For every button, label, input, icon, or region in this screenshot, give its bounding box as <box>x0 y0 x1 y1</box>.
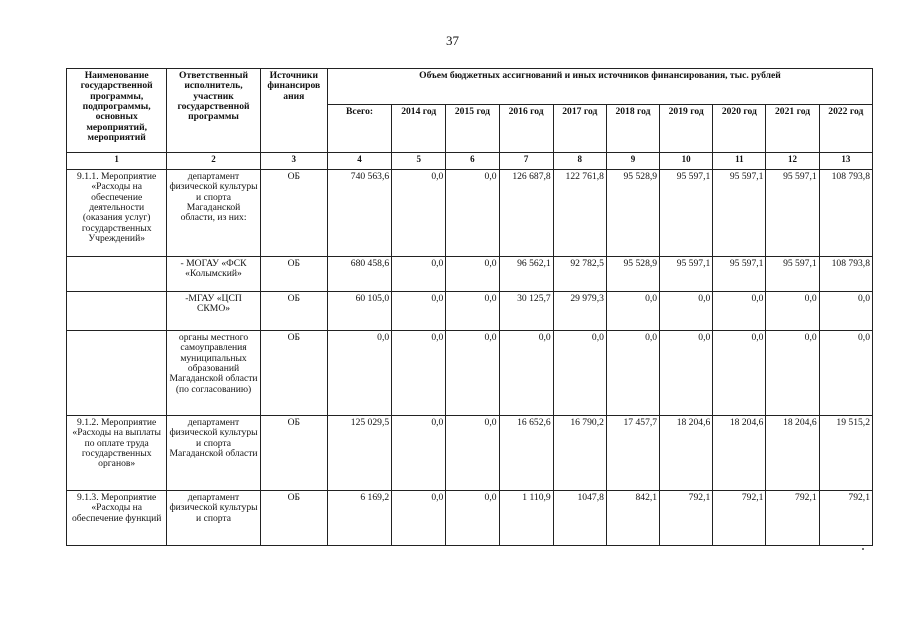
activity-name <box>67 257 167 292</box>
funding-source: ОБ <box>260 170 327 257</box>
executor: департамент физической культуры и спорта Магаданской области <box>167 416 260 491</box>
column-number: 13 <box>819 153 872 170</box>
column-number: 3 <box>260 153 327 170</box>
header-year: 2015 год <box>446 105 499 153</box>
scan-speck <box>862 548 864 550</box>
table-row <box>67 292 873 331</box>
value-2018: 0,0 <box>606 331 659 416</box>
value-2016: 96 562,1 <box>499 257 553 292</box>
value-2020: 95 597,1 <box>713 257 766 292</box>
activity-name <box>67 292 167 331</box>
value-2016: 1 110,9 <box>499 491 553 546</box>
column-number: 4 <box>327 153 391 170</box>
value-2019: 0,0 <box>660 292 713 331</box>
value-2017: 1047,8 <box>553 491 606 546</box>
header-volume: Объем бюджетных ассигнований и иных источников финансирования, тыс. рублей <box>327 69 872 105</box>
value-2016: 30 125,7 <box>499 292 553 331</box>
value-2020: 0,0 <box>713 292 766 331</box>
header-source: Источники финансиров ания <box>260 69 327 153</box>
value-2018: 0,0 <box>606 292 659 331</box>
activity-name <box>67 331 167 416</box>
header-year: 2020 год <box>713 105 766 153</box>
column-number: 11 <box>713 153 766 170</box>
value-2014: 0,0 <box>392 416 446 491</box>
value-total: 60 105,0 <box>327 292 391 331</box>
value-2016: 0,0 <box>499 331 553 416</box>
value-2021: 0,0 <box>766 292 819 331</box>
value-2022: 792,1 <box>819 491 872 546</box>
value-2015: 0,0 <box>446 331 499 416</box>
column-number: 7 <box>499 153 553 170</box>
value-2021: 18 204,6 <box>766 416 819 491</box>
funding-source: ОБ <box>260 331 327 416</box>
value-2022: 0,0 <box>819 331 872 416</box>
value-2022: 0,0 <box>819 292 872 331</box>
table-row <box>67 170 873 257</box>
value-2015: 0,0 <box>446 257 499 292</box>
value-2021: 95 597,1 <box>766 257 819 292</box>
column-number: 5 <box>392 153 446 170</box>
value-2019: 792,1 <box>660 491 713 546</box>
column-number: 8 <box>553 153 606 170</box>
table-row <box>67 331 873 416</box>
value-2020: 0,0 <box>713 331 766 416</box>
value-2016: 126 687,8 <box>499 170 553 257</box>
value-2020: 18 204,6 <box>713 416 766 491</box>
column-number: 9 <box>606 153 659 170</box>
executor: органы местного самоуправления муниципальных образований Магаданской области (по согласованию) <box>167 331 260 416</box>
column-number: 2 <box>167 153 260 170</box>
header-year: 2017 год <box>553 105 606 153</box>
funding-source: ОБ <box>260 491 327 546</box>
value-2019: 0,0 <box>660 331 713 416</box>
activity-name: 9.1.1. Мероприятие «Расходы на обеспечение деятельности (оказания услуг) государственных Учреждений» <box>67 170 167 257</box>
table-row <box>67 491 873 546</box>
value-total: 125 029,5 <box>327 416 391 491</box>
header-total: Всего: <box>327 105 391 153</box>
value-2015: 0,0 <box>446 170 499 257</box>
header-year: 2018 год <box>606 105 659 153</box>
value-2019: 95 597,1 <box>660 170 713 257</box>
table-row <box>67 416 873 491</box>
funding-source: ОБ <box>260 257 327 292</box>
header-name: Наименование государственной программы, подпрограммы, основных мероприятий, мероприятий <box>67 69 167 153</box>
header-year: 2019 год <box>660 105 713 153</box>
value-2014: 0,0 <box>392 170 446 257</box>
header-year: 2022 год <box>819 105 872 153</box>
header-year: 2016 год <box>499 105 553 153</box>
value-2015: 0,0 <box>446 416 499 491</box>
value-total: 740 563,6 <box>327 170 391 257</box>
value-total: 0,0 <box>327 331 391 416</box>
header-executor: Ответственный исполнитель, участник государственной программы <box>167 69 260 153</box>
funding-source: ОБ <box>260 416 327 491</box>
funding-source: ОБ <box>260 292 327 331</box>
header-year: 2014 год <box>392 105 446 153</box>
value-2014: 0,0 <box>392 292 446 331</box>
value-2018: 95 528,9 <box>606 257 659 292</box>
value-2017: 92 782,5 <box>553 257 606 292</box>
value-2022: 108 793,8 <box>819 170 872 257</box>
value-2020: 95 597,1 <box>713 170 766 257</box>
value-total: 680 458,6 <box>327 257 391 292</box>
value-2018: 95 528,9 <box>606 170 659 257</box>
value-2017: 0,0 <box>553 331 606 416</box>
value-2016: 16 652,6 <box>499 416 553 491</box>
executor: - МОГАУ «ФСК «Колымский» <box>167 257 260 292</box>
value-2022: 108 793,8 <box>819 257 872 292</box>
header-year: 2021 год <box>766 105 819 153</box>
value-2021: 95 597,1 <box>766 170 819 257</box>
column-number-row <box>67 153 873 170</box>
value-2021: 792,1 <box>766 491 819 546</box>
value-2022: 19 515,2 <box>819 416 872 491</box>
page-number: 37 <box>446 33 459 48</box>
activity-name: 9.1.3. Мероприятие «Расходы на обеспечение функций <box>67 491 167 546</box>
value-2014: 0,0 <box>392 491 446 546</box>
value-2017: 122 761,8 <box>553 170 606 257</box>
executor: департамент физической культуры и спорта Магаданской области, из них: <box>167 170 260 257</box>
value-2017: 16 790,2 <box>553 416 606 491</box>
table-row <box>67 257 873 292</box>
executor: департамент физической культуры и спорта <box>167 491 260 546</box>
value-total: 6 169,2 <box>327 491 391 546</box>
value-2014: 0,0 <box>392 257 446 292</box>
value-2015: 0,0 <box>446 292 499 331</box>
value-2015: 0,0 <box>446 491 499 546</box>
value-2018: 842,1 <box>606 491 659 546</box>
column-number: 6 <box>446 153 499 170</box>
value-2019: 95 597,1 <box>660 257 713 292</box>
executor: -МГАУ «ЦСП СКМО» <box>167 292 260 331</box>
value-2019: 18 204,6 <box>660 416 713 491</box>
value-2017: 29 979,3 <box>553 292 606 331</box>
value-2018: 17 457,7 <box>606 416 659 491</box>
value-2021: 0,0 <box>766 331 819 416</box>
column-number: 12 <box>766 153 819 170</box>
column-number: 10 <box>660 153 713 170</box>
value-2020: 792,1 <box>713 491 766 546</box>
budget-table <box>66 68 873 546</box>
column-number: 1 <box>67 153 167 170</box>
value-2014: 0,0 <box>392 331 446 416</box>
activity-name: 9.1.2. Мероприятие «Расходы на выплаты по оплате труда государственных органов» <box>67 416 167 491</box>
